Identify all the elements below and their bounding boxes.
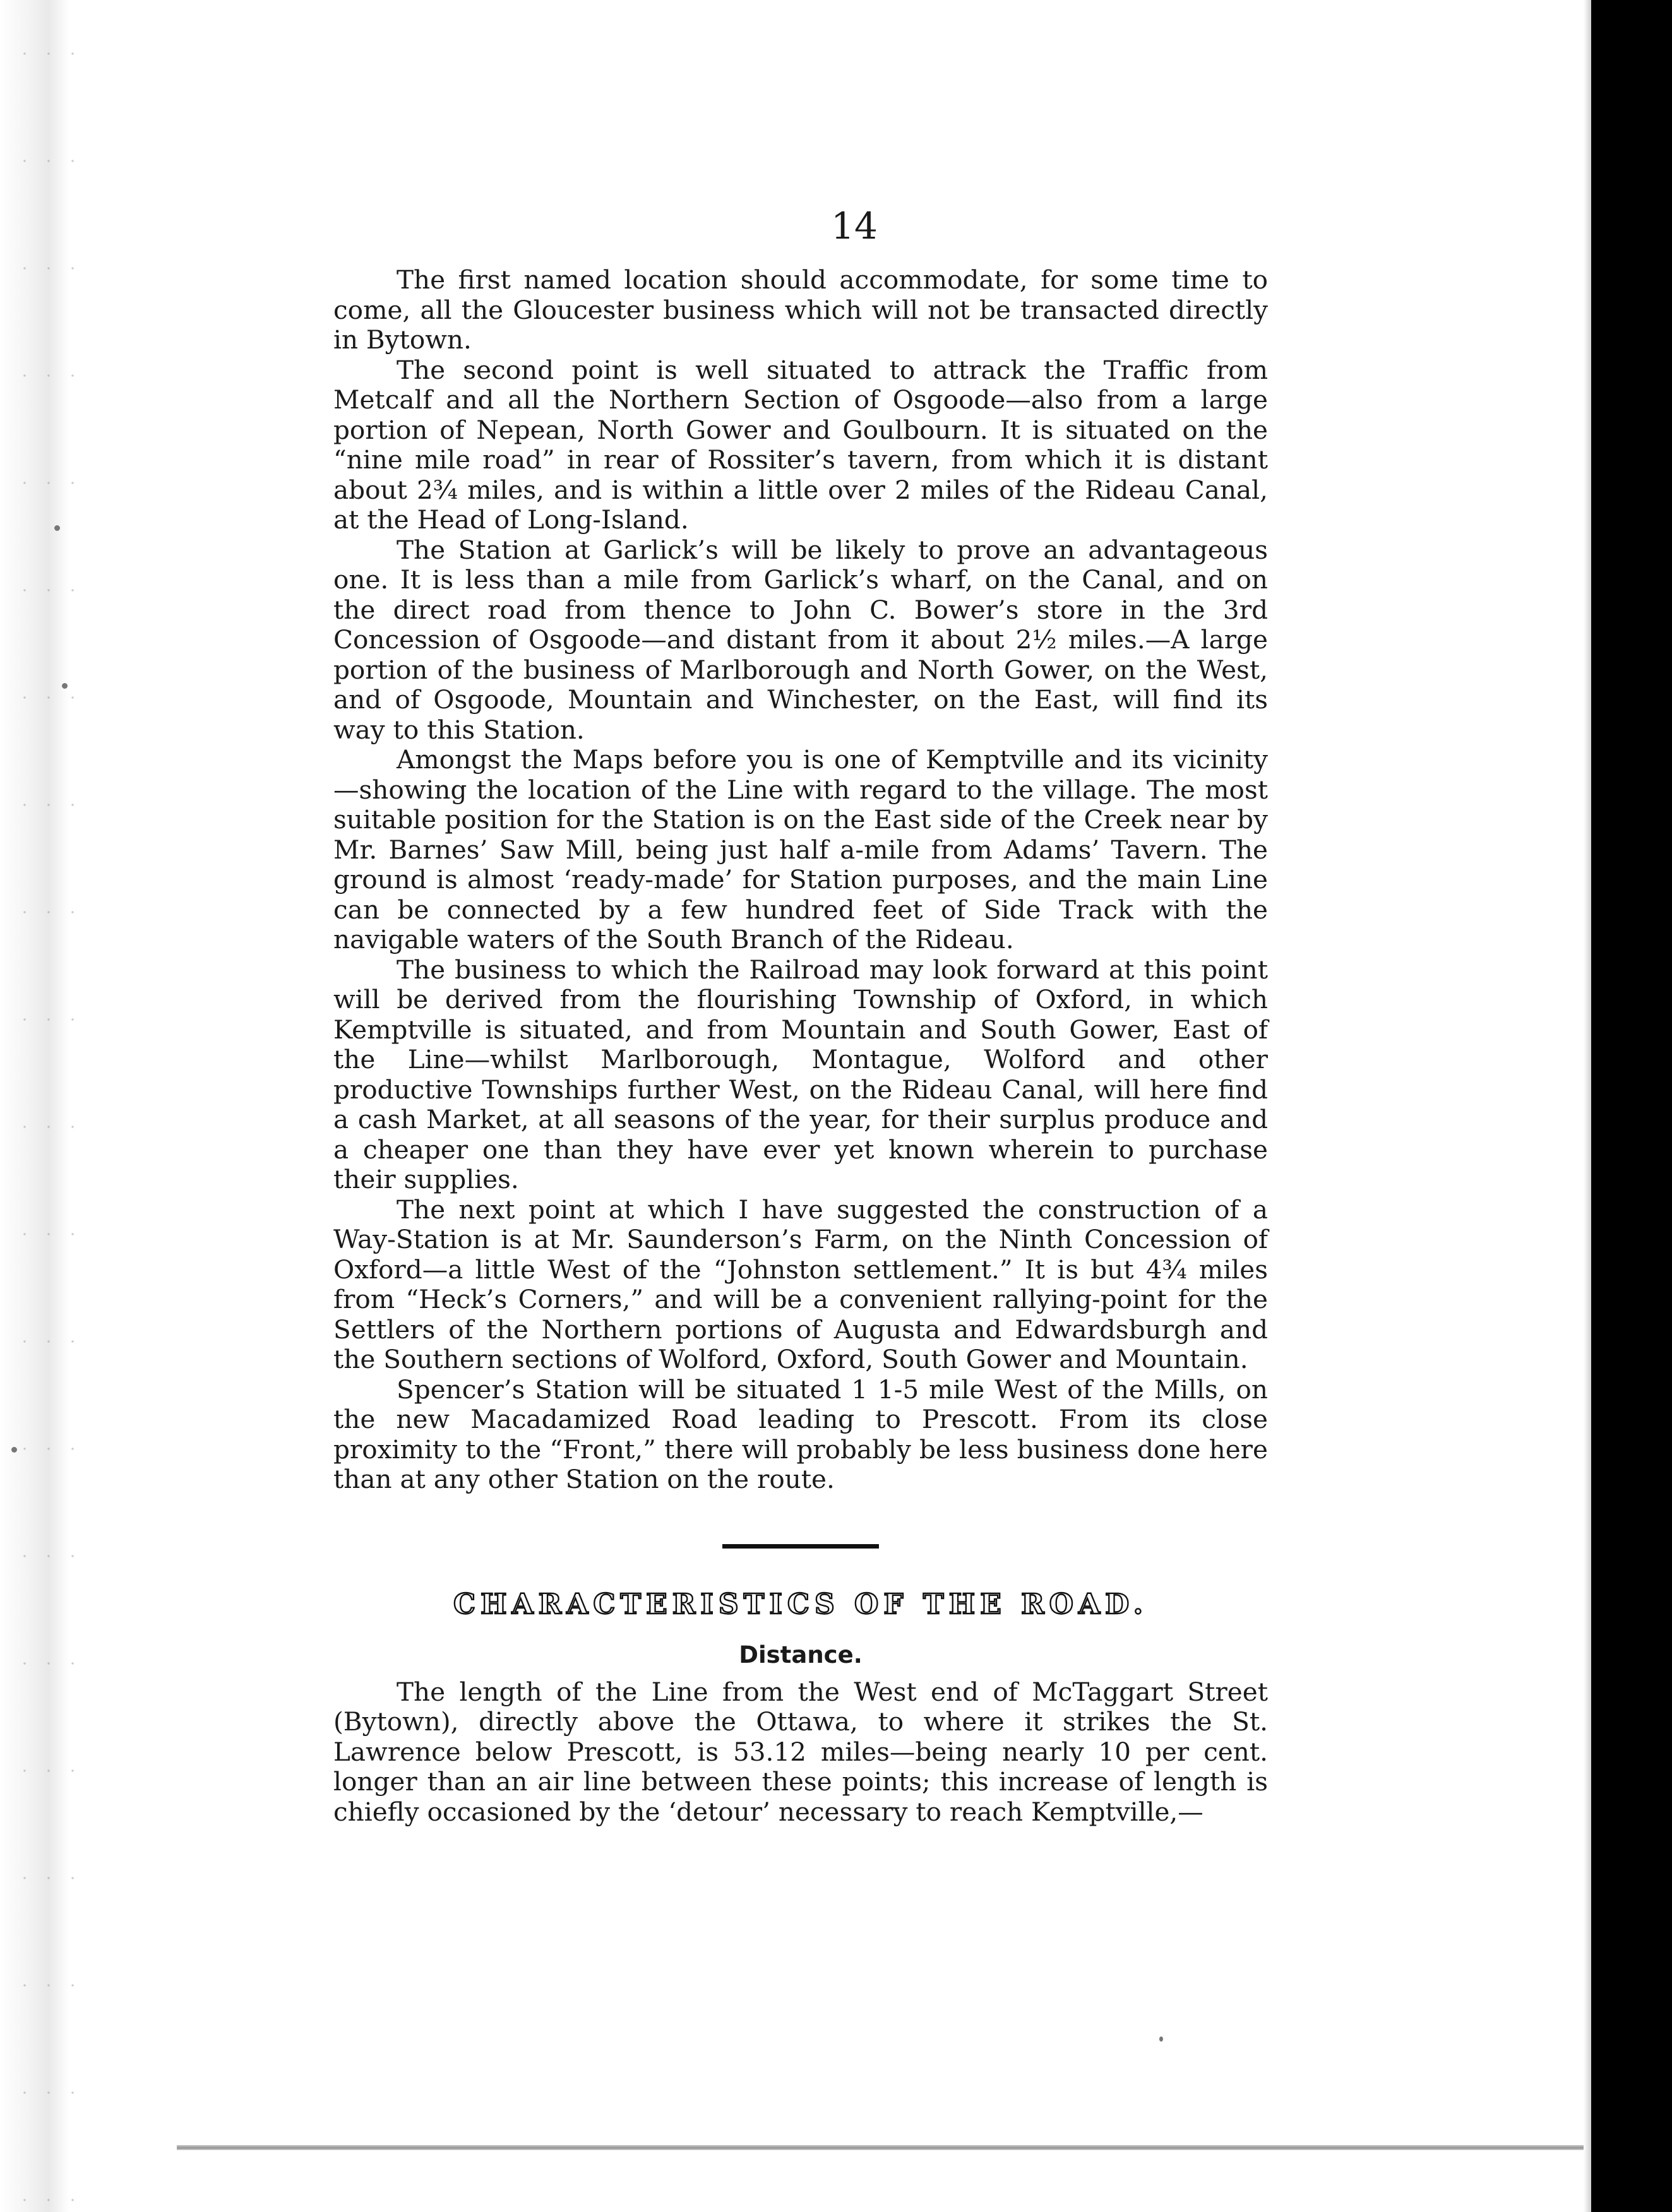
paragraph: The next point at which I have suggested the construction of a Way-Station is at Mr. Saunderson’s Farm, on the Ninth Concession of Oxford—a little West of the “Johnston settlement.” It is but 4¾ miles from “Heck’s Corners,” and will be a convenient rallying-point for the Settlers of the Northern portions of Augusta and Edwardsburgh and the Southern sections of Wolford, Oxford, South Gower and Mountain.	[333, 1194, 1268, 1374]
paragraph: The business to which the Railroad may look forward at this point will be derived from the flourishing Township of Oxford, in which Kemptville is situated, and from Mountain and South Gower, East of the Line—whilst Marlborough, Montague, Wolford and other productive Townships further West, on the Rideau Canal, will here find a cash Market, at all seasons of the year, for their surplus produce and a cheaper one than they have ever yet known wherein to purchase their supplies.	[333, 954, 1268, 1194]
scan-right-edge-shadow	[1584, 0, 1591, 2212]
section-subheading: Distance.	[739, 1641, 863, 1668]
paragraph: The Station at Garlick’s will be likely to prove an advantageous one. It is less than a mile from Garlick’s wharf, on the Canal, and on the direct road from thence to John C. Bower’s store in the 3rd Concession of Osgoode—and distant from it about 2½ miles.—A large portion of the business of Marlborough and North Gower, on the West, and of Osgoode, Mountain and Winchester, on the East, will find its way to this Station.	[333, 534, 1268, 745]
scan-speck	[54, 525, 60, 531]
page-number: 14	[831, 205, 878, 247]
section-title: CHARACTERISTICS OF THE ROAD.	[453, 1588, 1149, 1620]
paragraph: The length of the Line from the West end of McTaggart Street (Bytown), directly above the Ottawa, to where it strikes the St. Lawrence below Prescott, is 53.12 miles—being nearly 10 per cent. longer than an air line between these points; this increase of length is chiefly occasioned by the ‘detour’ necessary to reach Kemptville,—	[333, 1676, 1268, 1827]
scan-speck	[62, 683, 68, 689]
scan-right-edge	[1591, 0, 1672, 2212]
scan-speck	[11, 1447, 17, 1453]
scan-gutter-specks	[13, 0, 88, 2212]
paragraph: The first named location should accommodate, for some time to come, all the Gloucester business which will not be transacted directly in Bytown.	[333, 265, 1268, 355]
paragraph: The second point is well situated to attrack the Traffic from Metcalf and all the Northern Section of Osgoode—also from a large portion of Nepean, North Gower and Goulbourn. It is situated on the “nine mile road” in rear of Rossiter’s tavern, from which it is distant about 2¾ miles, and is within a little over 2 miles of the Rideau Canal, at the Head of Long-Island.	[333, 354, 1268, 535]
scan-speck	[1159, 2037, 1163, 2042]
paragraph: Amongst the Maps before you is one of Kemptville and its vicinity—showing the location of the Line with regard to the village. The most suitable position for the Station is on the East side of the Creek near by Mr. Barnes’ Saw Mill, being just half a-mile from Adams’ Tavern. The ground is almost ‘ready-made’ for Station purposes, and the main Line can be connected by a few hundred feet of Side Track with the navigable waters of the South Branch of the Rideau.	[333, 744, 1268, 954]
paragraph: Spencer’s Station will be situated 1 1-5 mile West of the Mills, on the new Macadamized Road leading to Prescott. From its close proximity to the “Front,” there will probably be less business done here than at any other Station on the route.	[333, 1374, 1268, 1494]
document-page	[333, 201, 1268, 1827]
scan-bottom-edge	[177, 2145, 1584, 2150]
section-divider	[722, 1544, 879, 1549]
